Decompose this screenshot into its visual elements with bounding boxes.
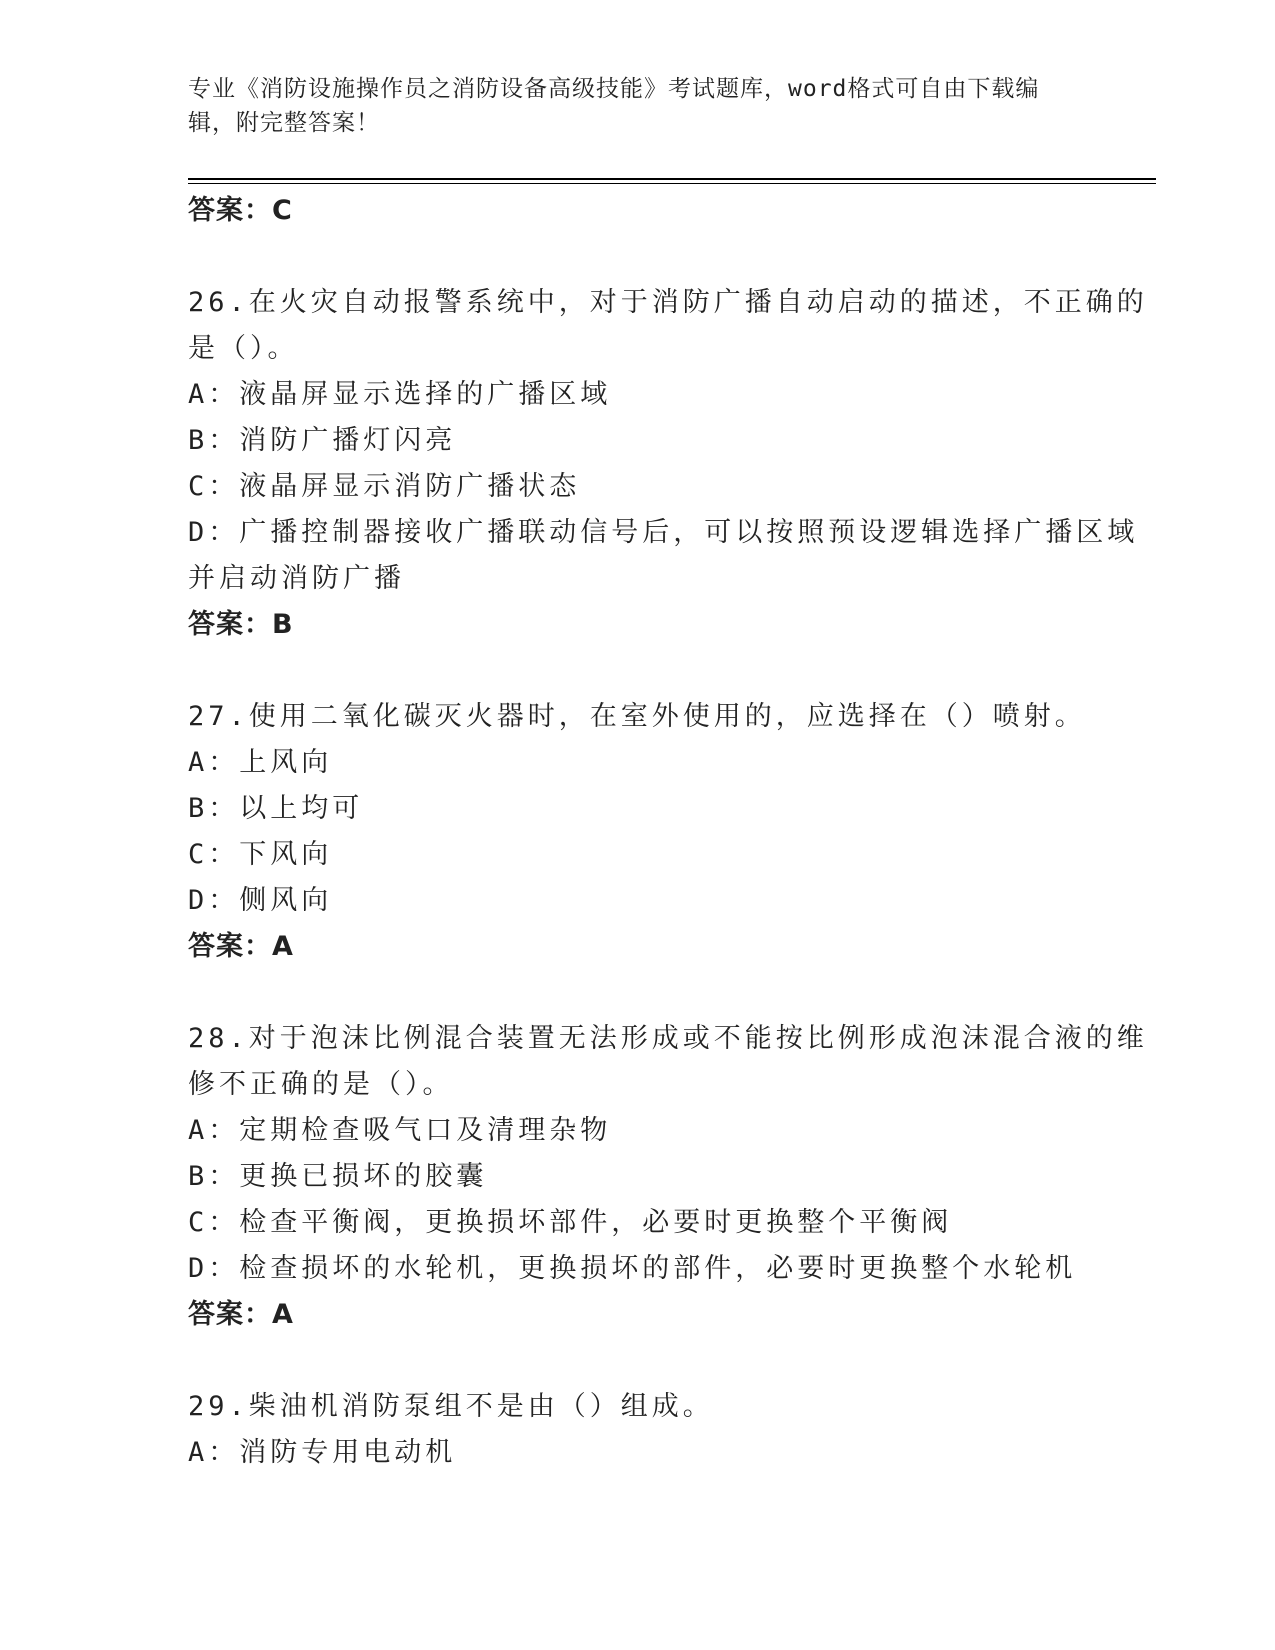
option-text: A：上风向	[188, 747, 333, 778]
answer-label: 答案：A	[188, 1299, 294, 1330]
option-text: D：侧风向	[188, 885, 333, 916]
option-text: B：以上均可	[188, 793, 364, 824]
question-block	[188, 280, 1148, 648]
option-text: D：检查损坏的水轮机，更换损坏的部件，必要时更换整个水轮机	[188, 1253, 1077, 1284]
header-line-1: 专业《消防设施操作员之消防设备高级技能》考试题库，word格式可自由下载编	[188, 76, 1040, 102]
option-text: A：消防专用电动机	[188, 1437, 457, 1468]
question-text: 28.对于泡沫比例混合装置无法形成或不能按比例形成泡沫混合液的维	[188, 1023, 1148, 1054]
header-rule-thin	[188, 183, 1156, 184]
header-rule-thick	[188, 178, 1156, 180]
page-header	[188, 72, 1068, 140]
option-text: C：下风向	[188, 839, 333, 870]
question-block	[188, 1384, 1088, 1476]
question-block	[188, 694, 1088, 970]
option-text: A：定期检查吸气口及清理杂物	[188, 1115, 612, 1146]
option-text: 并启动消防广播	[188, 563, 405, 594]
option-text: B：消防广播灯闪亮	[188, 425, 457, 456]
option-text: B：更换已损坏的胶囊	[188, 1161, 488, 1192]
question-gap	[188, 648, 1088, 694]
question-text: 29.柴油机消防泵组不是由（）组成。	[188, 1391, 714, 1422]
option-text: D：广播控制器接收广播联动信号后，可以按照预设逻辑选择广播区域	[188, 517, 1139, 548]
option-text: A：液晶屏显示选择的广播区域	[188, 379, 612, 410]
question-gap	[188, 234, 1088, 280]
question-block	[188, 1016, 1148, 1338]
question-text: 是（）。	[188, 333, 299, 364]
question-text: 27.使用二氧化碳灭火器时，在室外使用的，应选择在（）喷射。	[188, 701, 1086, 732]
option-text: C：液晶屏显示消防广播状态	[188, 471, 581, 502]
option-text: C：检查平衡阀，更换损坏部件，必要时更换整个平衡阀	[188, 1207, 953, 1238]
question-gap	[188, 1338, 1088, 1384]
question-gap	[188, 970, 1088, 1016]
question-list	[188, 188, 1148, 1476]
question-text: 26.在火灾自动报警系统中，对于消防广播自动启动的描述，不正确的	[188, 287, 1148, 318]
question-text: 修不正确的是（）。	[188, 1069, 454, 1100]
header-line-2: 辑，附完整答案！	[188, 110, 380, 136]
answer-label: 答案：A	[188, 931, 294, 962]
answer-label: 答案：C	[188, 195, 293, 226]
answer-label: 答案：B	[188, 609, 294, 640]
